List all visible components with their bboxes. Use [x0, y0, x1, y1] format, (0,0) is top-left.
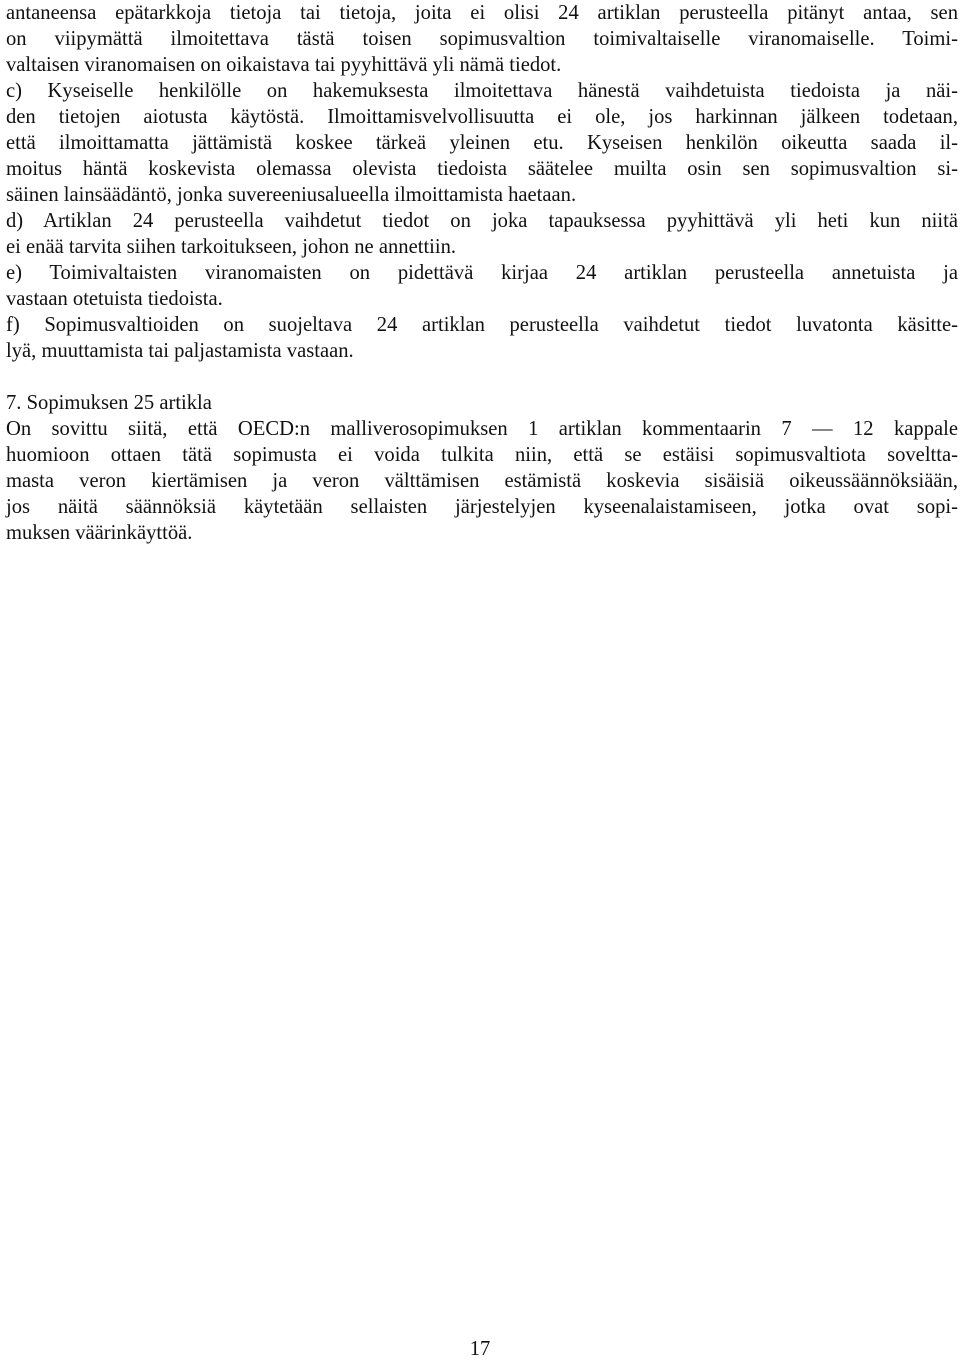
text-line: antaneensa epätarkkoja tietoja tai tietoja, joita ei olisi 24 artiklan perusteella pitänyt antaa, sen [6, 2, 958, 24]
text-line: f) Sopimusvaltioiden on suojeltava 24 artiklan perusteella vaihdetut tiedot luvatonta käsitte- [6, 314, 958, 336]
text-line: lyä, muuttamista tai paljastamista vastaan. [6, 340, 354, 362]
text-line: On sovittu siitä, että OECD:n malliverosopimuksen 1 artiklan kommentaarin 7 — 12 kappale [6, 418, 958, 440]
section-heading: 7. Sopimuksen 25 artikla [6, 392, 212, 414]
paragraph-item-f [6, 312, 958, 364]
text-line: muksen väärinkäyttöä. [6, 522, 193, 544]
paragraph-item-c [6, 78, 958, 208]
paragraph-continuation [6, 0, 958, 78]
text-line: on viipymättä ilmoitettava tästä toisen sopimusvaltion toimivaltaiselle viranomaiselle. Toimi- [6, 28, 958, 50]
text-line: huomioon ottaen tätä sopimusta ei voida tulkita niin, että se estäisi sopimusvaltiota soveltta- [6, 444, 958, 466]
text-line: den tietojen aiotusta käytöstä. Ilmoittamisvelvollisuutta ei ole, jos harkinnan jälkeen todetaan, [6, 106, 958, 128]
section-article-25 [6, 390, 958, 546]
text-line: ei enää tarvita siihen tarkoitukseen, johon ne annettiin. [6, 236, 457, 258]
text-line: valtaisen viranomaisen on oikaistava tai pyyhittävä yli nämä tiedot. [6, 54, 562, 76]
text-line: säinen lainsäädäntö, jonka suvereeniusalueella ilmoittamista haetaan. [6, 184, 577, 206]
text-line: vastaan otetuista tiedoista. [6, 288, 223, 310]
text-line: että ilmoittamatta jättämistä koskee tärkeä yleinen etu. Kyseisen henkilön oikeutta saada il- [6, 132, 958, 154]
text-line: c) Kyseiselle henkilölle on hakemuksesta ilmoitettava hänestä vaihdetuista tiedoista ja näi- [6, 80, 958, 102]
text-line: moitus häntä koskevista olemassa olevista tiedoista säätelee muilta osin sen sopimusvaltion si- [6, 158, 958, 180]
document-body [6, 0, 958, 546]
paragraph-spacer [6, 364, 958, 390]
text-line: e) Toimivaltaisten viranomaisten on pidettävä kirjaa 24 artiklan perusteella annetuista ja [6, 262, 958, 284]
text-line: jos näitä säännöksiä käytetään sellaisten järjestelyjen kyseenalaistamiseen, jotka ovat sopi- [6, 496, 958, 518]
page-number: 17 [469, 1338, 491, 1360]
paragraph-item-d [6, 208, 958, 260]
paragraph-item-e [6, 260, 958, 312]
text-line: d) Artiklan 24 perusteella vaihdetut tiedot on joka tapauksessa pyyhittävä yli heti kun niitä [6, 210, 958, 232]
text-line: masta veron kiertämisen ja veron välttämisen estämistä koskevia sisäisiä oikeussäännöksiään, [6, 470, 958, 492]
